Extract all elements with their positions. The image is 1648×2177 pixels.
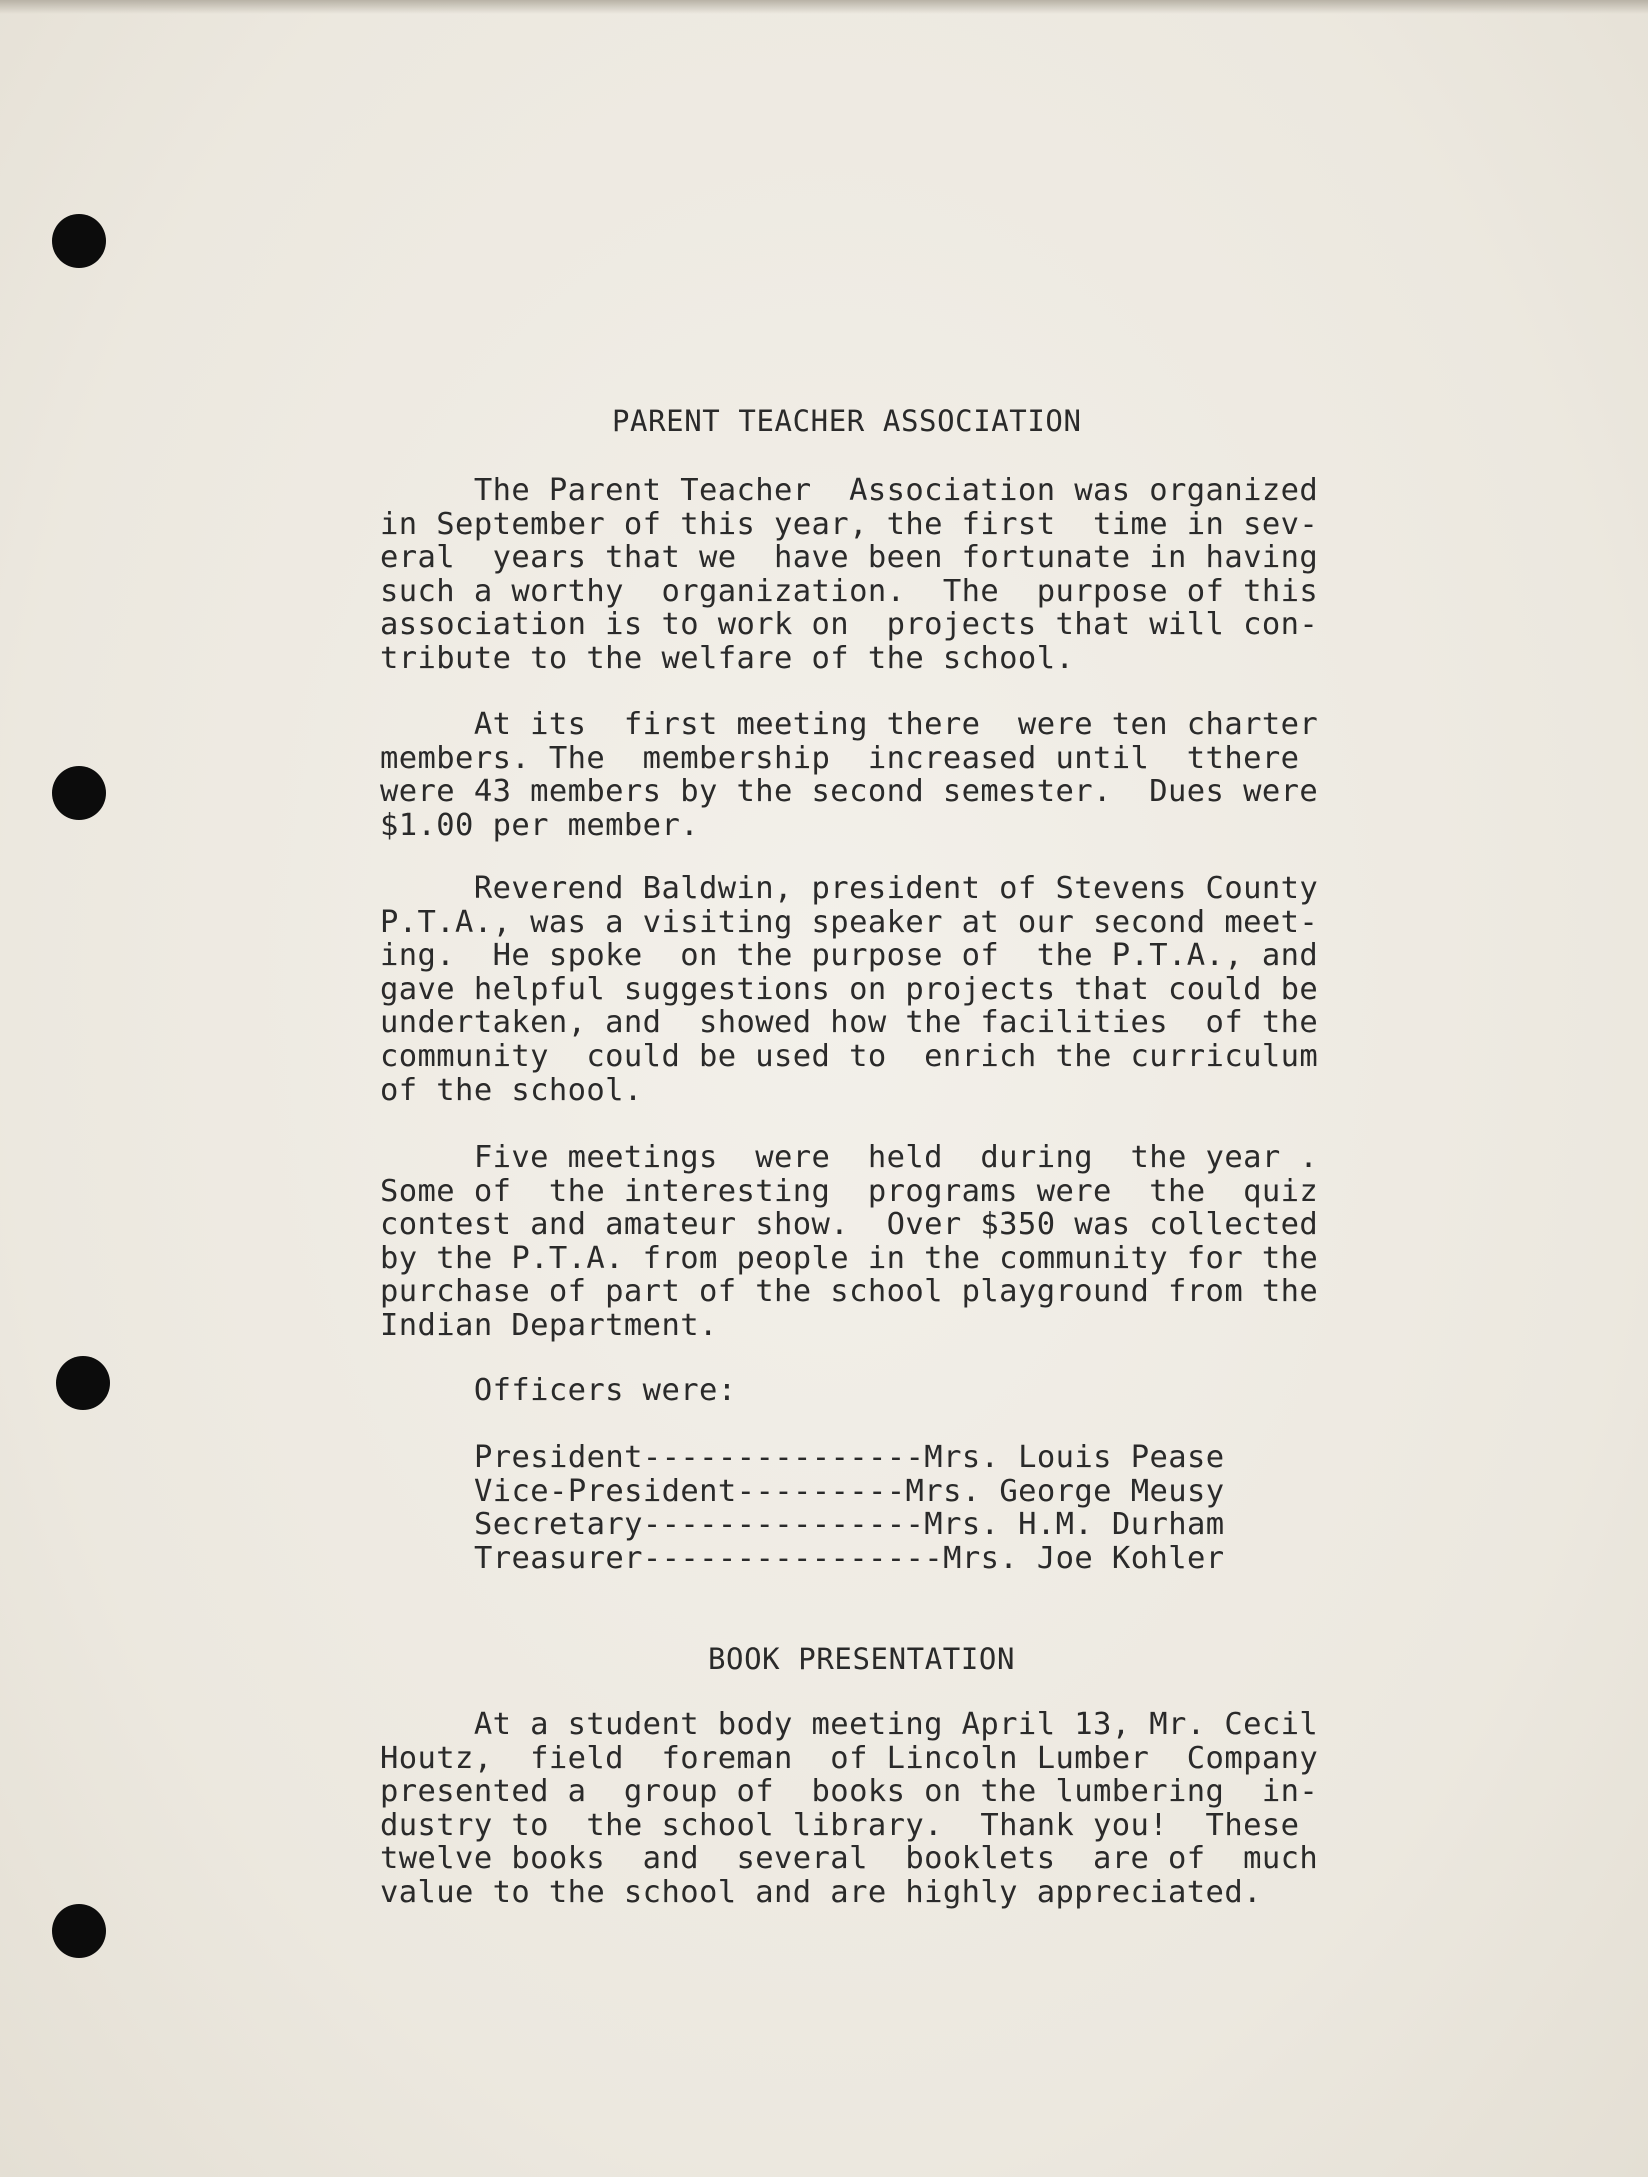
pta-paragraph-meetings: Five meetings were held during the year . Some of the interesting programs were the quiz contest and amateur show. Over $350 was collected by the P.T.A. from people in the community for the purchase of part of the school playground from the Indian Department. [380,1140,1319,1343]
officers-intro: Officers were: [380,1373,737,1408]
book-paragraph: At a student body meeting April 13, Mr. Cecil Houtz, field foreman of Lincoln Lumber Company presented a group of books on the lumbering in- dustry to the school library. Thank you! These twelve books and several booklets are of much value to the school and are highly appreciated. [380,1707,1319,1910]
binder-hole [52,214,106,268]
officer-treasurer: Treasurer----------------Mrs. Joe Kohler [474,1540,1225,1576]
officers-list [474,1441,1225,1575]
binder-hole [52,766,106,820]
binder-hole [56,1356,110,1410]
book-heading: BOOK PRESENTATION [708,1642,1016,1676]
pta-paragraph-speaker: Reverend Baldwin, president of Stevens County P.T.A., was a visiting speaker at our second meet- ing. He spoke on the purpose of the P.T.A., and gave helpful suggestions on projects that could be undertaken, and showed how the facilities of the community could be used to enrich the curriculum of the school. [380,871,1319,1108]
page-top-edge [0,0,1648,14]
officer-secretary: Secretary---------------Mrs. H.M. Durham [474,1507,1225,1543]
pta-paragraph-membership: At its first meeting there were ten charter members. The membership increased until tthere were 43 members by the second semester. Dues were $1.00 per member. [380,707,1319,843]
pta-heading: PARENT TEACHER ASSOCIATION [612,404,1082,438]
officer-vice-president: Vice-President---------Mrs. George Meusy [474,1473,1225,1509]
binder-hole [52,1904,106,1958]
pta-paragraph-organization: The Parent Teacher Association was organized in September of this year, the first time in sev- eral years that we have been fortunate in having such a worthy organization. The purpose of this association is to work on projects that will con- tribute to the welfare of the school. [380,473,1319,676]
officer-president: President---------------Mrs. Louis Pease [474,1440,1225,1475]
